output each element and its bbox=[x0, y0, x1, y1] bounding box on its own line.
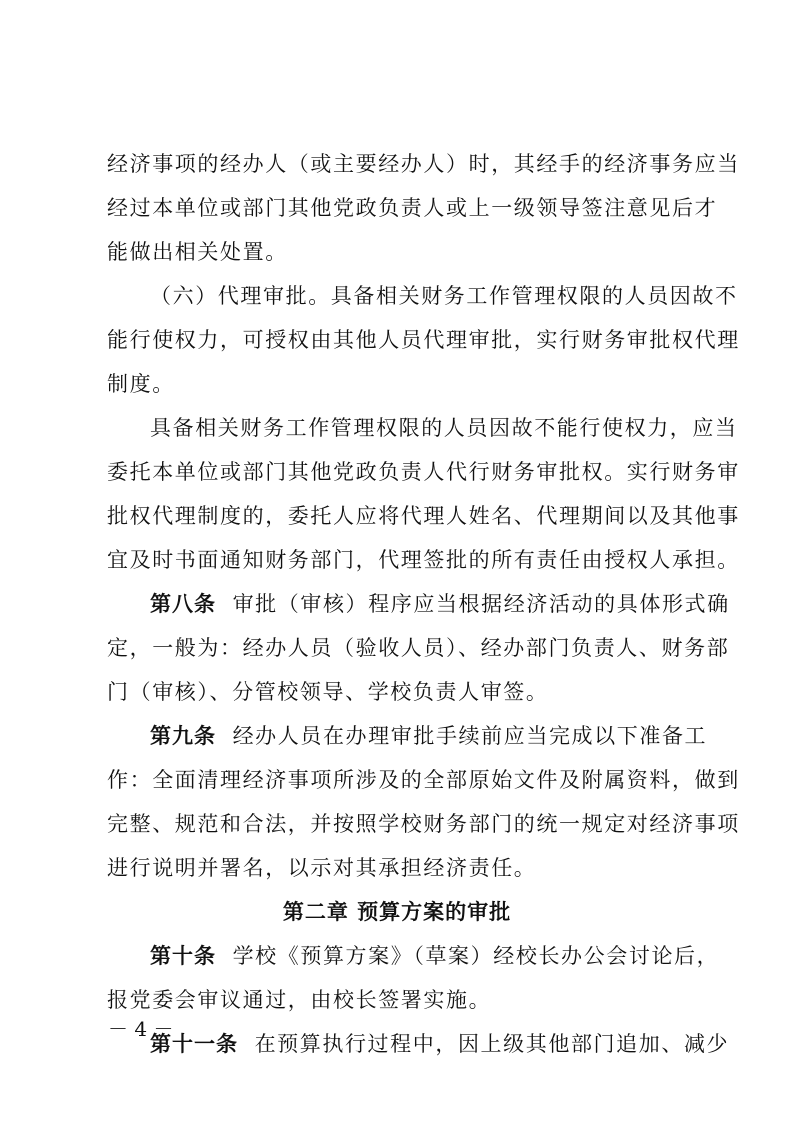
body-text-line: 委托本单位或部门其他党政负责人代行财务审批权。实行财务审 bbox=[107, 460, 740, 484]
body-text-line: 完整、规范和合法，并按照学校财务部门的统一规定对经济事项 bbox=[107, 812, 740, 836]
body-text-line: 经济事项的经办人（或主要经办人）时，其经手的经济事务应当 bbox=[107, 152, 740, 176]
article-label: 第十一条 bbox=[150, 1032, 238, 1056]
article-text: 审批（审核）程序应当根据经济活动的具体形式确 bbox=[232, 592, 730, 616]
article-8 bbox=[150, 590, 730, 618]
body-text-line: 进行说明并署名，以示对其承担经济责任。 bbox=[107, 856, 537, 880]
article-10 bbox=[150, 942, 720, 970]
chapter-heading: 第二章 预算方案的审批 bbox=[282, 900, 512, 924]
body-text-line: 批权代理制度的，委托人应将代理人姓名、代理期间以及其他事 bbox=[107, 504, 740, 528]
body-text-line: 制度。 bbox=[107, 372, 175, 396]
body-text-line: 报党委会审议通过，由校长签署实施。 bbox=[107, 988, 492, 1012]
body-text-line: 宜及时书面通知财务部门，代理签批的所有责任由授权人承担。 bbox=[107, 548, 740, 572]
body-text-line: （六）代理审批。具备相关财务工作管理权限的人员因故不 bbox=[150, 284, 738, 308]
body-text-line: 作：全面清理经济事项所涉及的全部原始文件及附属资料，做到 bbox=[107, 768, 740, 792]
body-text-line: 定，一般为：经办人员（验收人员）、经办部门负责人、财务部 bbox=[107, 636, 730, 660]
article-label: 第九条 bbox=[150, 724, 216, 748]
article-11 bbox=[150, 1030, 730, 1058]
page-number: － 4 － bbox=[108, 1017, 174, 1041]
article-text: 在预算执行过程中，因上级其他部门追加、减少 bbox=[254, 1032, 730, 1056]
article-label: 第十条 bbox=[150, 944, 216, 968]
article-label: 第八条 bbox=[150, 592, 216, 616]
body-text-line: 具备相关财务工作管理权限的人员因故不能行使权力，应当 bbox=[150, 416, 738, 440]
body-text-line: 能行使权力，可授权由其他人员代理审批，实行财务审批权代理 bbox=[107, 328, 740, 352]
body-text-line: 门（审核）、分管校领导、学校负责人审签。 bbox=[107, 680, 549, 704]
body-text-line: 经过本单位或部门其他党政负责人或上一级领导签注意见后才 bbox=[107, 196, 718, 220]
article-text: 学校《预算方案》（草案）经校长办公会讨论后， bbox=[232, 944, 720, 968]
article-text: 经办人员在办理审批手续前应当完成以下准备工 bbox=[232, 724, 708, 748]
article-9 bbox=[150, 722, 708, 750]
body-text-line: 能做出相关处置。 bbox=[107, 240, 288, 264]
